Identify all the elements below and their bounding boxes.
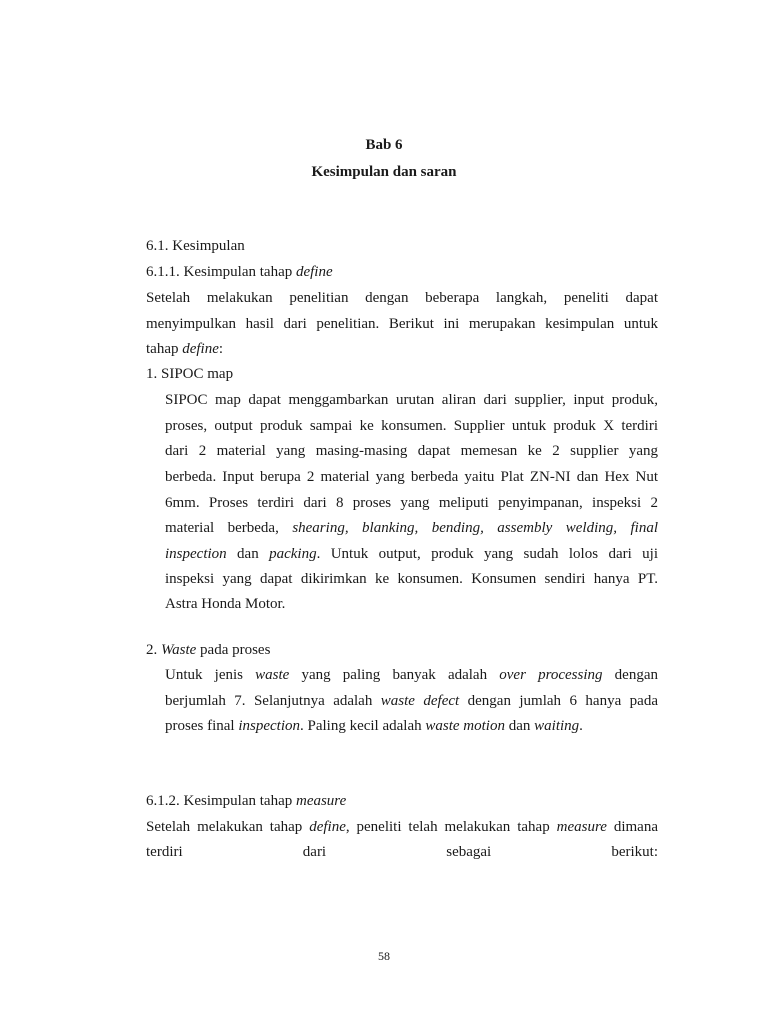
measure-line-1-d: measure: [556, 819, 607, 835]
sipoc-line-2: proses, output produk sampai ke konsumen. Supplier untuk produk X terdiri: [165, 418, 658, 434]
waste-line-1-c: yang paling banyak adalah: [289, 667, 500, 683]
waste-line-3-f: waiting: [534, 718, 580, 734]
waste-line-1-e: dengan: [602, 667, 658, 683]
intro-line-3-text: tahap: [146, 341, 183, 357]
intro-line-2: menyimpulkan hasil dari penelitian. Berikut ini merupakan kesimpulan untuk: [146, 316, 658, 332]
sipoc-line-7-italic-1: inspection: [165, 546, 227, 562]
waste-line-2-a: berjumlah 7. Selanjutnya adalah: [165, 693, 381, 709]
intro-line-1: Setelah melakukan penelitian dengan beberapa langkah, peneliti dapat: [146, 290, 658, 306]
measure-line-1-a: Setelah melakukan tahap: [146, 819, 310, 835]
waste-line-1-a: Untuk jenis: [165, 667, 256, 683]
sipoc-line-1: SIPOC map dapat menggambarkan urutan aliran dari supplier, input produk,: [165, 392, 658, 408]
measure-heading-text: 6.1.2. Kesimpulan tahap: [146, 793, 296, 809]
sipoc-line-6-italic: shearing, blanking, bending, assembly welding, final: [292, 520, 658, 536]
measure-line-1-c: , peneliti telah melakukan tahap: [345, 819, 557, 835]
waste-line-2-b: waste defect: [380, 693, 460, 709]
list-item-sipoc-heading: 1. SIPOC map: [146, 366, 234, 382]
list-item-waste-heading: [146, 640, 270, 660]
sipoc-line-9: Astra Honda Motor.: [165, 596, 286, 612]
waste-line-1: [165, 665, 658, 685]
waste-line-1-b: waste: [255, 667, 290, 683]
sipoc-line-4: berbeda. Input berupa 2 material yang berbeda yaitu Plat ZN-NI dan Hex Nut: [165, 469, 658, 485]
measure-line-1: [146, 817, 658, 837]
sipoc-line-6-text: material berbeda,: [165, 520, 293, 536]
waste-line-2-c: dengan jumlah 6 hanya pada: [459, 693, 658, 709]
intro-line-3-suffix: :: [218, 341, 224, 357]
sipoc-line-5: 6mm. Proses terdiri dari 8 proses yang meliputi penyimpanan, inspeksi 2: [165, 495, 658, 511]
waste-heading-number: 2.: [146, 642, 161, 658]
waste-line-3: [165, 716, 583, 736]
sipoc-line-6: [165, 518, 658, 538]
waste-line-3-b: inspection: [238, 718, 300, 734]
measure-line-1-e: dimana: [606, 819, 658, 835]
waste-line-3-c: . Paling kecil adalah: [299, 718, 426, 734]
intro-line-3: [146, 339, 223, 359]
sipoc-line-3: dari 2 material yang masing-masing dapat memesan ke 2 supplier yang: [165, 443, 658, 459]
waste-heading-text: pada proses: [196, 642, 271, 658]
intro-line-3-italic: define: [182, 341, 219, 357]
sipoc-line-7-suffix: . Untuk output, produk yang sudah lolos dari uji: [316, 546, 658, 562]
sipoc-line-7-mid: dan: [226, 546, 270, 562]
measure-line-1-b: define: [309, 819, 346, 835]
sipoc-line-7-italic-2: packing: [269, 546, 317, 562]
subsection-heading-measure: [146, 791, 346, 811]
chapter-label: Bab 6: [365, 137, 403, 153]
waste-heading-italic: Waste: [161, 642, 197, 658]
subsection-heading-text: 6.1.1. Kesimpulan tahap: [146, 264, 296, 280]
measure-line-2: terdiri dari sebagai berikut:: [146, 844, 658, 860]
waste-line-1-d: over processing: [499, 667, 603, 683]
chapter-title: Kesimpulan dan saran: [311, 164, 457, 180]
waste-line-3-e: dan: [504, 718, 535, 734]
waste-line-3-a: proses final: [165, 718, 239, 734]
subsection-heading-define: [146, 262, 333, 282]
measure-heading-italic: measure: [295, 793, 347, 809]
waste-line-3-g: .: [579, 718, 583, 734]
waste-line-2: [165, 691, 658, 711]
sipoc-line-7: [165, 544, 658, 564]
page-number: 58: [378, 949, 390, 963]
waste-line-3-d: waste motion: [425, 718, 505, 734]
section-heading: 6.1. Kesimpulan: [146, 238, 245, 254]
subsection-heading-italic: define: [295, 264, 333, 280]
sipoc-line-8: inspeksi yang dapat dikirimkan ke konsumen. Konsumen sendiri hanya PT.: [165, 571, 658, 587]
